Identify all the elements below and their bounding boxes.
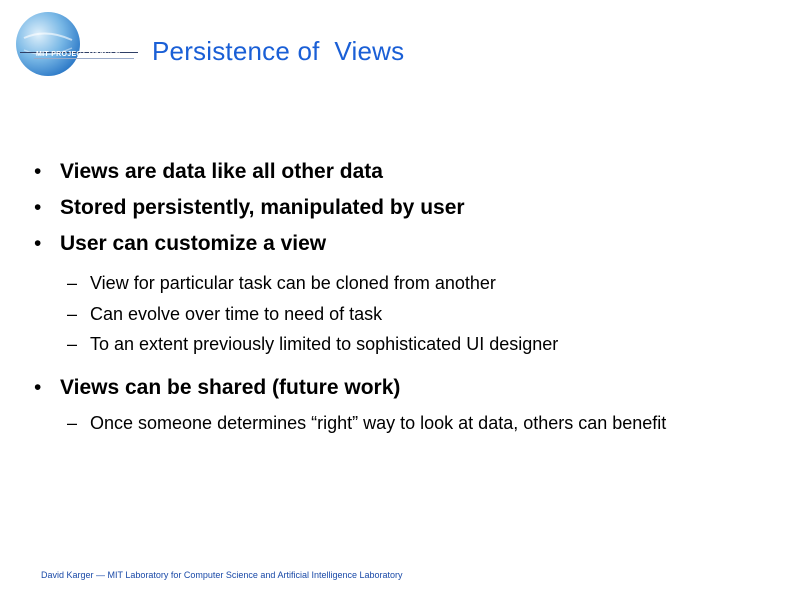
bullet-glyph: • [34, 232, 42, 255]
bullet-item [34, 190, 774, 226]
bullet-glyph: • [34, 196, 42, 219]
sub-bullet-list [34, 412, 774, 435]
bullet-text: Stored persistently, manipulated by user [60, 196, 465, 219]
sub-bullet-text: Once someone determines “right” way to look at data, others can benefit [90, 412, 667, 433]
sub-bullet-item [34, 329, 774, 360]
dash-glyph: – [67, 273, 78, 293]
mit-oxygen-logo [10, 8, 150, 80]
slide-title: Persistence of Views [152, 36, 405, 66]
bullet-glyph: • [34, 160, 42, 183]
sub-bullet-text: Can evolve over time to need of task [90, 303, 383, 324]
sub-bullet-list [34, 268, 774, 360]
dash-glyph: – [67, 303, 78, 324]
bullet-item [34, 154, 774, 190]
bullet-item [34, 370, 774, 406]
bullet-text: Views are data like all other data [60, 160, 383, 183]
sub-bullet-text: View for particular task can be cloned from another [90, 273, 496, 293]
sub-bullet-item [34, 299, 774, 330]
dash-glyph: – [67, 334, 78, 354]
sub-bullet-item [34, 268, 774, 299]
sub-bullet-item [34, 412, 774, 435]
dash-glyph: – [67, 412, 78, 433]
bullet-item [34, 226, 774, 262]
bullet-text: Views can be shared (future work) [60, 375, 401, 399]
svg-text:MIT PROJECT OXYGEN: MIT PROJECT OXYGEN [36, 51, 121, 58]
bullet-glyph: • [34, 375, 42, 399]
bullet-list [34, 154, 774, 445]
logo-graphic [10, 8, 150, 80]
bullet-text: User can customize a view [60, 232, 327, 255]
slide-footer: David Karger — MIT Laboratory for Computer Science and Artificial Intelligence Laboratory [41, 570, 403, 580]
sub-bullet-text: To an extent previously limited to sophisticated UI designer [90, 334, 559, 354]
